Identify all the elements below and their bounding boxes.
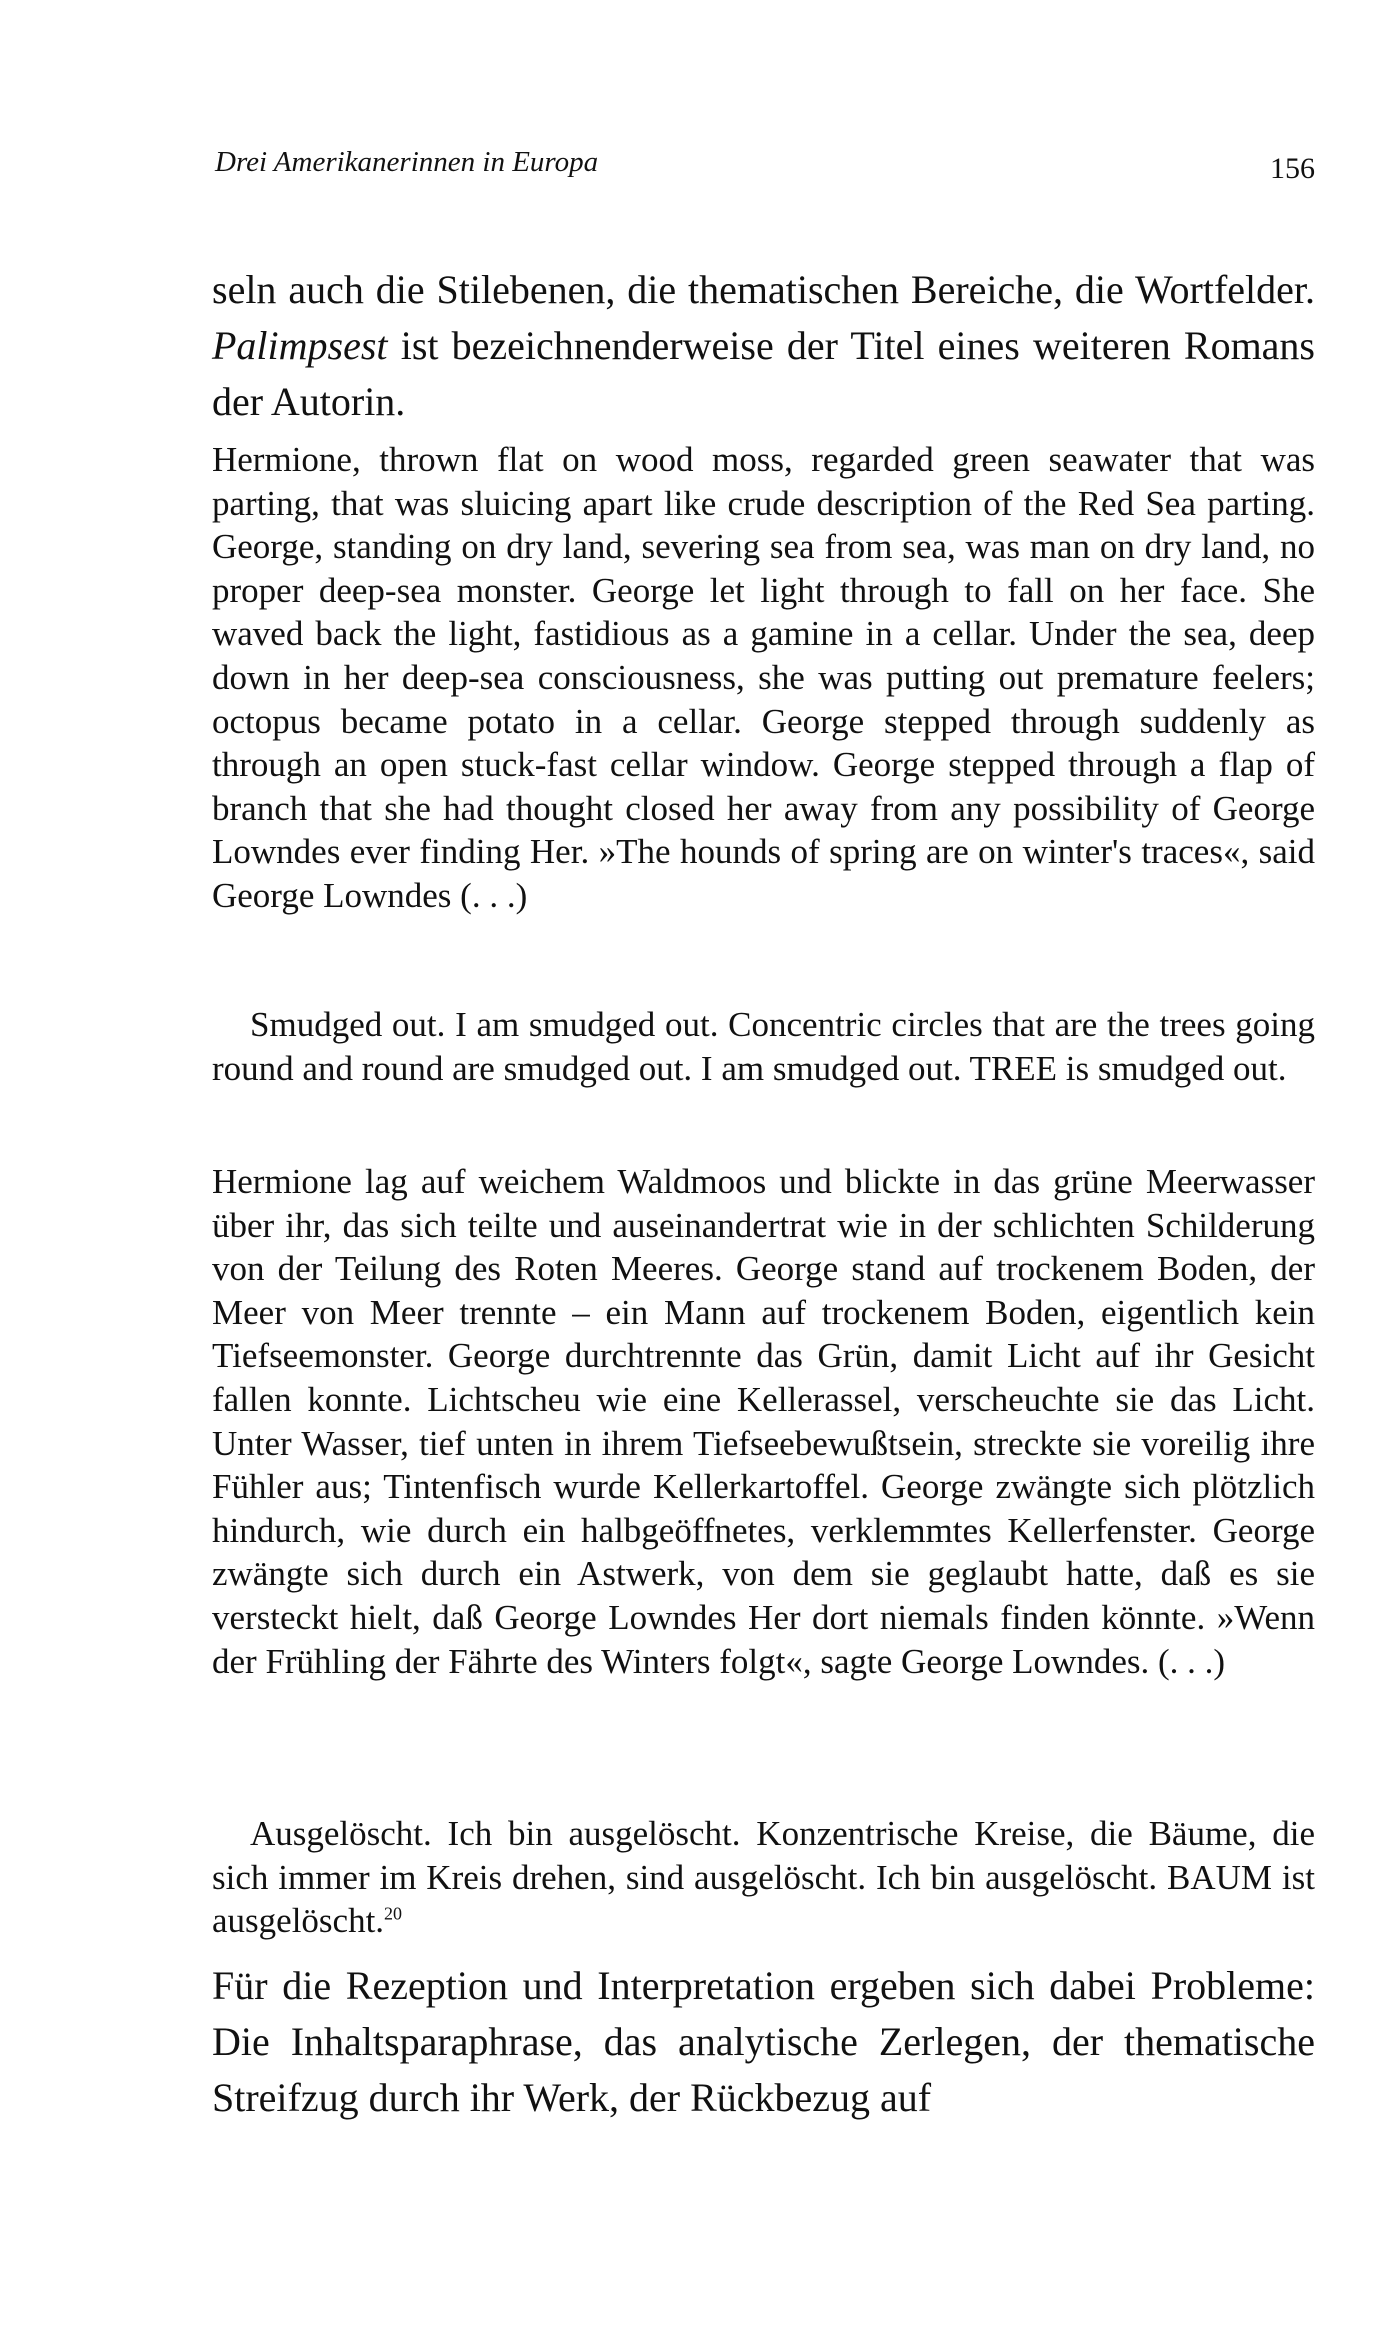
footnote-reference: 20: [384, 1903, 403, 1924]
quote-english-paragraph-2: Smudged out. I am smudged out. Concentric circles that are the trees going round and round are smudged out. I am smudged out. TREE is smudged out.: [212, 1005, 1315, 1088]
page-number: 156: [1270, 152, 1315, 185]
running-title: Drei Amerikanerinnen in Europa: [215, 146, 599, 178]
intro-paragraph: [212, 262, 1315, 430]
closing-paragraph: Für die Rezeption und Interpretation ergeben sich dabei Probleme: Die Inhaltsparaphrase, das analytische Zerlegen, der thematische Streifzug durch ihr Werk, der Rückbezug auf: [212, 1963, 1315, 2120]
quote-german-paragraph-2: [212, 1812, 1315, 1943]
quote-english-paragraph-1: Hermione, thrown flat on wood moss, regarded green seawater that was parting, that was sluicing apart like crude description of the Red Sea parting. George, standing on dry land, severing sea from sea, was man on dry land, no proper deep-sea monster. George let light through to fall on her face. She waved back the light, fastidious as a gamine in a cellar. Under the sea, deep down in her deep-sea consciousness, she was putting out premature feelers; octopus became potato in a cellar. George stepped through suddenly as through an open stuck-fast cellar window. George stepped through a flap of branch that she had thought closed her away from any possibility of George Lowndes ever finding Her. »The hounds of spring are on winter's traces«, said George Lowndes (. . .): [212, 440, 1315, 915]
quote-german-paragraph-1: Hermione lag auf weichem Waldmoos und blickte in das grüne Meerwasser über ihr, das sich teilte und auseinandertrat wie in der schlichten Schilderung von der Teilung des Roten Meeres. George stand auf trockenem Boden, der Meer von Meer trennte – ein Mann auf trockenem Boden, eigentlich kein Tiefseemonster. George durchtrennte das Grün, damit Licht auf ihr Gesicht fallen konnte. Lichtscheu wie eine Kellerassel, verscheuchte sie das Licht. Unter Wasser, tief unten in ihrem Tiefseebewußtsein, streckte sie voreilig ihre Fühler aus; Tintenfisch wurde Kellerkartoffel. George zwängte sich plötzlich hindurch, wie durch ein halbgeöffnetes, verklemmtes Kellerfenster. George zwängte sich durch ein Astwerk, von dem sie geglaubt hatte, daß es sie versteckt hielt, daß George Lowndes Her dort niemals finden könnte. »Wenn der Frühling der Fährte des Winters folgt«, sagte George Lowndes. (. . .): [212, 1162, 1315, 1681]
intro-text-end: ist bezeichnenderweise der Titel eines weiteren Romans der Autorin.: [212, 323, 1315, 424]
intro-text-start: seln auch die Stilebenen, die thematischen Bereiche, die Wortfelder.: [212, 267, 1315, 312]
italic-title-palimpsest: Palimpsest: [212, 323, 388, 368]
running-header: [215, 146, 1315, 186]
quote-german-paragraph-2-text: Ausgelöscht. Ich bin ausgelöscht. Konzentrische Kreise, die Bäume, die sich immer im Kreis drehen, sind ausgelöscht. Ich bin ausgelöscht. BAUM ist ausgelöscht.: [212, 1814, 1315, 1941]
